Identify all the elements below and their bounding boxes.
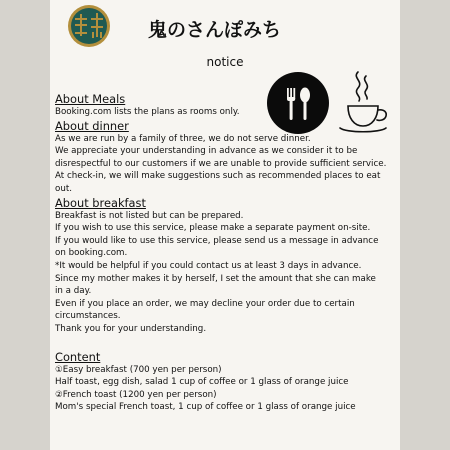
breakfast-line: Breakfast is not listed but can be prepared. [55,210,244,221]
content-line: Mom's special French toast, 1 cup of coffee or 1 glass of orange juice [55,402,356,413]
breakfast-line: circumstances. [55,311,121,322]
breakfast-line: Even if you place an order, we may decline your order due to certain [55,298,355,309]
breakfast-line: Since my mother makes it by herself, I set the amount that she can make [55,273,376,284]
meals-heading: About Meals [55,92,126,106]
breakfast-line: *It would be helpful if you could contact us at least 3 days in advance. [55,260,362,271]
breakfast-line: If you would like to use this service, please send us a message in advance [55,235,379,246]
logo-emblem-icon [68,5,110,47]
dinner-line: As we are run by a family of three, we do not serve dinner. [55,133,311,144]
breakfast-line: Thank you for your understanding. [55,323,207,334]
meals-line: Booking.com lists the plans as rooms only. [55,107,240,117]
page-title: notice [206,55,244,69]
dinner-line: disrespectful to our customers if we are unable to provide sufficient service. [55,158,387,169]
dinner-line: At check-in, we will make suggestions such as recommended places to eat [55,171,381,182]
breakfast-heading: About breakfast [55,195,146,210]
content-line: Half toast, egg dish, salad 1 cup of coffee or 1 glass of orange juice [55,377,349,388]
content-line: ①Easy breakfast (700 yen per person) [55,364,222,375]
content-heading: Content [55,349,101,364]
breakfast-line: on booking.com. [55,248,128,259]
breakfast-line: If you wish to use this service, please make a separate payment on-site. [55,223,371,234]
content-line: ②French toast (1200 yen per person) [55,389,217,400]
dinner-line: We appreciate your understanding in advance as we consider it to be [55,146,358,157]
brand-name: 鬼のさんぽみち [148,19,282,41]
dinner-heading: About dinner [55,118,129,133]
notice-body [55,92,400,414]
dinner-line: out. [55,183,72,194]
breakfast-line: in a day. [55,286,92,297]
